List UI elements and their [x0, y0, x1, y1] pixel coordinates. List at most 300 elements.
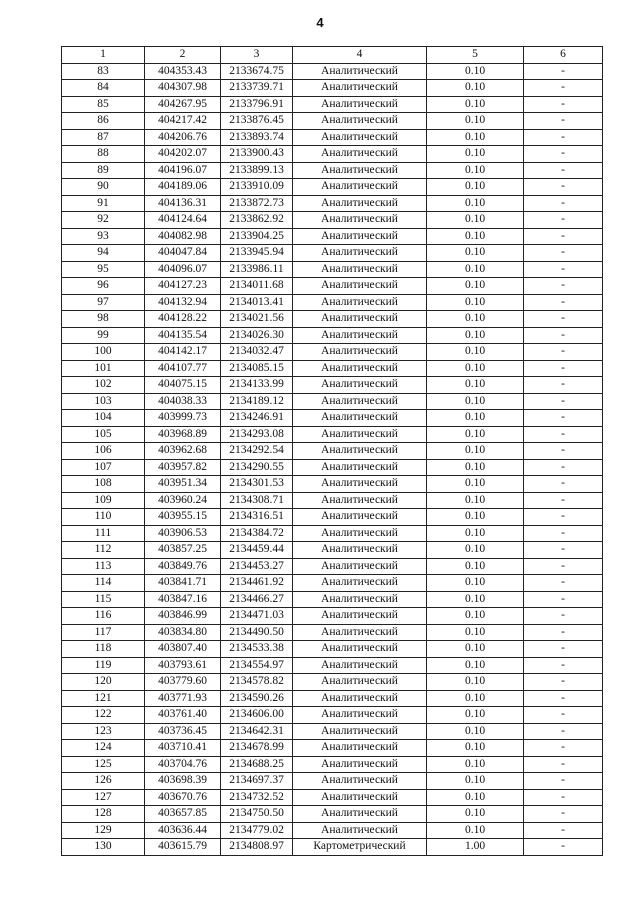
x-coordinate-cell: 404202.07	[145, 146, 221, 163]
table-row	[62, 674, 603, 691]
x-coordinate-cell: 403807.40	[145, 641, 221, 658]
accuracy-cell: 0.10	[427, 806, 524, 823]
table-row	[62, 377, 603, 394]
accuracy-cell: 0.10	[427, 476, 524, 493]
y-coordinate-cell: 2134606.00	[221, 707, 293, 724]
accuracy-cell: 0.10	[427, 393, 524, 410]
y-coordinate-cell: 2134779.02	[221, 822, 293, 839]
y-coordinate-cell: 2133876.45	[221, 113, 293, 130]
note-cell: -	[524, 773, 603, 790]
table-row	[62, 608, 603, 625]
y-coordinate-cell: 2134459.44	[221, 542, 293, 559]
x-coordinate-cell: 403906.53	[145, 525, 221, 542]
accuracy-cell: 0.10	[427, 542, 524, 559]
accuracy-cell: 0.10	[427, 96, 524, 113]
x-coordinate-cell: 403999.73	[145, 410, 221, 427]
point-number-cell: 124	[62, 740, 145, 757]
header-cell: 2	[145, 47, 221, 64]
y-coordinate-cell: 2134013.41	[221, 294, 293, 311]
method-cell: Аналитический	[293, 278, 427, 295]
accuracy-cell: 0.10	[427, 657, 524, 674]
point-number-cell: 129	[62, 822, 145, 839]
y-coordinate-cell: 2133900.43	[221, 146, 293, 163]
y-coordinate-cell: 2133910.09	[221, 179, 293, 196]
method-cell: Аналитический	[293, 426, 427, 443]
y-coordinate-cell: 2134678.99	[221, 740, 293, 757]
table-row	[62, 558, 603, 575]
method-cell: Аналитический	[293, 63, 427, 80]
note-cell: -	[524, 575, 603, 592]
point-number-cell: 98	[62, 311, 145, 328]
y-coordinate-cell: 2133899.13	[221, 162, 293, 179]
method-cell: Аналитический	[293, 261, 427, 278]
note-cell: -	[524, 525, 603, 542]
method-cell: Аналитический	[293, 129, 427, 146]
table-row	[62, 96, 603, 113]
note-cell: -	[524, 789, 603, 806]
y-coordinate-cell: 2134808.97	[221, 839, 293, 856]
table-row	[62, 509, 603, 526]
method-cell: Аналитический	[293, 822, 427, 839]
accuracy-cell: 0.10	[427, 410, 524, 427]
x-coordinate-cell: 404132.94	[145, 294, 221, 311]
method-cell: Аналитический	[293, 393, 427, 410]
point-number-cell: 84	[62, 80, 145, 97]
table-row	[62, 129, 603, 146]
x-coordinate-cell: 403849.76	[145, 558, 221, 575]
note-cell: -	[524, 212, 603, 229]
point-number-cell: 116	[62, 608, 145, 625]
accuracy-cell: 0.10	[427, 162, 524, 179]
table-row	[62, 63, 603, 80]
y-coordinate-cell: 2134021.56	[221, 311, 293, 328]
point-number-cell: 117	[62, 624, 145, 641]
accuracy-cell: 0.10	[427, 146, 524, 163]
note-cell: -	[524, 608, 603, 625]
table-row	[62, 641, 603, 658]
method-cell: Аналитический	[293, 327, 427, 344]
x-coordinate-cell: 404038.33	[145, 393, 221, 410]
accuracy-cell: 0.10	[427, 245, 524, 262]
note-cell: -	[524, 393, 603, 410]
table-row	[62, 525, 603, 542]
table-row	[62, 327, 603, 344]
note-cell: -	[524, 63, 603, 80]
y-coordinate-cell: 2134189.12	[221, 393, 293, 410]
note-cell: -	[524, 162, 603, 179]
method-cell: Аналитический	[293, 96, 427, 113]
point-number-cell: 83	[62, 63, 145, 80]
table-body	[62, 63, 603, 855]
y-coordinate-cell: 2133945.94	[221, 245, 293, 262]
accuracy-cell: 0.10	[427, 360, 524, 377]
x-coordinate-cell: 403955.15	[145, 509, 221, 526]
point-number-cell: 97	[62, 294, 145, 311]
table-row	[62, 789, 603, 806]
note-cell: -	[524, 822, 603, 839]
x-coordinate-cell: 403704.76	[145, 756, 221, 773]
x-coordinate-cell: 403710.41	[145, 740, 221, 757]
point-number-cell: 120	[62, 674, 145, 691]
note-cell: -	[524, 459, 603, 476]
note-cell: -	[524, 179, 603, 196]
y-coordinate-cell: 2133674.75	[221, 63, 293, 80]
method-cell: Аналитический	[293, 773, 427, 790]
table-row	[62, 707, 603, 724]
point-number-cell: 121	[62, 690, 145, 707]
point-number-cell: 128	[62, 806, 145, 823]
x-coordinate-cell: 404196.07	[145, 162, 221, 179]
table-row	[62, 822, 603, 839]
x-coordinate-cell: 404189.06	[145, 179, 221, 196]
point-number-cell: 96	[62, 278, 145, 295]
x-coordinate-cell: 403957.82	[145, 459, 221, 476]
y-coordinate-cell: 2134453.27	[221, 558, 293, 575]
note-cell: -	[524, 278, 603, 295]
note-cell: -	[524, 261, 603, 278]
table-row	[62, 360, 603, 377]
accuracy-cell: 0.10	[427, 344, 524, 361]
accuracy-cell: 0.10	[427, 789, 524, 806]
accuracy-cell: 0.10	[427, 591, 524, 608]
method-cell: Аналитический	[293, 575, 427, 592]
accuracy-cell: 0.10	[427, 129, 524, 146]
accuracy-cell: 0.10	[427, 228, 524, 245]
accuracy-cell: 0.10	[427, 525, 524, 542]
y-coordinate-cell: 2134384.72	[221, 525, 293, 542]
accuracy-cell: 0.10	[427, 80, 524, 97]
point-number-cell: 99	[62, 327, 145, 344]
accuracy-cell: 0.10	[427, 509, 524, 526]
y-coordinate-cell: 2134688.25	[221, 756, 293, 773]
y-coordinate-cell: 2134292.54	[221, 443, 293, 460]
x-coordinate-cell: 404082.98	[145, 228, 221, 245]
point-number-cell: 123	[62, 723, 145, 740]
note-cell: -	[524, 542, 603, 559]
note-cell: -	[524, 228, 603, 245]
method-cell: Аналитический	[293, 789, 427, 806]
method-cell: Аналитический	[293, 525, 427, 542]
note-cell: -	[524, 311, 603, 328]
note-cell: -	[524, 377, 603, 394]
table-row	[62, 657, 603, 674]
accuracy-cell: 0.10	[427, 723, 524, 740]
note-cell: -	[524, 509, 603, 526]
point-number-cell: 110	[62, 509, 145, 526]
table-row	[62, 80, 603, 97]
method-cell: Аналитический	[293, 476, 427, 493]
x-coordinate-cell: 403657.85	[145, 806, 221, 823]
y-coordinate-cell: 2133893.74	[221, 129, 293, 146]
accuracy-cell: 0.10	[427, 443, 524, 460]
x-coordinate-cell: 403615.79	[145, 839, 221, 856]
accuracy-cell: 0.10	[427, 641, 524, 658]
note-cell: -	[524, 674, 603, 691]
method-cell: Аналитический	[293, 212, 427, 229]
x-coordinate-cell: 403636.44	[145, 822, 221, 839]
point-number-cell: 101	[62, 360, 145, 377]
coordinates-table	[61, 46, 603, 856]
y-coordinate-cell: 2134290.55	[221, 459, 293, 476]
method-cell: Аналитический	[293, 195, 427, 212]
accuracy-cell: 0.10	[427, 212, 524, 229]
x-coordinate-cell: 404128.22	[145, 311, 221, 328]
y-coordinate-cell: 2134301.53	[221, 476, 293, 493]
y-coordinate-cell: 2134554.97	[221, 657, 293, 674]
method-cell: Аналитический	[293, 756, 427, 773]
accuracy-cell: 0.10	[427, 558, 524, 575]
point-number-cell: 119	[62, 657, 145, 674]
method-cell: Аналитический	[293, 113, 427, 130]
note-cell: -	[524, 723, 603, 740]
header-cell: 4	[293, 47, 427, 64]
method-cell: Аналитический	[293, 657, 427, 674]
point-number-cell: 115	[62, 591, 145, 608]
note-cell: -	[524, 80, 603, 97]
method-cell: Аналитический	[293, 377, 427, 394]
table-row	[62, 344, 603, 361]
accuracy-cell: 0.10	[427, 261, 524, 278]
point-number-cell: 113	[62, 558, 145, 575]
note-cell: -	[524, 129, 603, 146]
header-cell: 6	[524, 47, 603, 64]
note-cell: -	[524, 245, 603, 262]
x-coordinate-cell: 404206.76	[145, 129, 221, 146]
point-number-cell: 87	[62, 129, 145, 146]
point-number-cell: 104	[62, 410, 145, 427]
table-row	[62, 393, 603, 410]
method-cell: Аналитический	[293, 509, 427, 526]
note-cell: -	[524, 426, 603, 443]
y-coordinate-cell: 2134466.27	[221, 591, 293, 608]
method-cell: Аналитический	[293, 674, 427, 691]
accuracy-cell: 0.10	[427, 707, 524, 724]
x-coordinate-cell: 403962.68	[145, 443, 221, 460]
table-row	[62, 294, 603, 311]
accuracy-cell: 0.10	[427, 690, 524, 707]
table-row	[62, 113, 603, 130]
note-cell: -	[524, 146, 603, 163]
table-row	[62, 261, 603, 278]
point-number-cell: 90	[62, 179, 145, 196]
x-coordinate-cell: 403698.39	[145, 773, 221, 790]
table-row	[62, 311, 603, 328]
method-cell: Аналитический	[293, 690, 427, 707]
point-number-cell: 112	[62, 542, 145, 559]
method-cell: Аналитический	[293, 344, 427, 361]
accuracy-cell: 0.10	[427, 492, 524, 509]
accuracy-cell: 0.10	[427, 278, 524, 295]
x-coordinate-cell: 404075.15	[145, 377, 221, 394]
header-row	[62, 47, 603, 64]
page-number: 4	[316, 15, 324, 30]
y-coordinate-cell: 2134032.47	[221, 344, 293, 361]
point-number-cell: 108	[62, 476, 145, 493]
y-coordinate-cell: 2133986.11	[221, 261, 293, 278]
note-cell: -	[524, 96, 603, 113]
point-number-cell: 92	[62, 212, 145, 229]
note-cell: -	[524, 756, 603, 773]
table-row	[62, 195, 603, 212]
table-row	[62, 426, 603, 443]
method-cell: Аналитический	[293, 707, 427, 724]
method-cell: Аналитический	[293, 294, 427, 311]
y-coordinate-cell: 2134461.92	[221, 575, 293, 592]
table-row	[62, 476, 603, 493]
note-cell: -	[524, 690, 603, 707]
note-cell: -	[524, 839, 603, 856]
y-coordinate-cell: 2134293.08	[221, 426, 293, 443]
x-coordinate-cell: 404267.95	[145, 96, 221, 113]
point-number-cell: 106	[62, 443, 145, 460]
accuracy-cell: 0.10	[427, 756, 524, 773]
method-cell: Аналитический	[293, 228, 427, 245]
method-cell: Аналитический	[293, 591, 427, 608]
y-coordinate-cell: 2133904.25	[221, 228, 293, 245]
y-coordinate-cell: 2133862.92	[221, 212, 293, 229]
method-cell: Аналитический	[293, 806, 427, 823]
point-number-cell: 89	[62, 162, 145, 179]
y-coordinate-cell: 2134085.15	[221, 360, 293, 377]
method-cell: Аналитический	[293, 492, 427, 509]
accuracy-cell: 0.10	[427, 575, 524, 592]
note-cell: -	[524, 657, 603, 674]
note-cell: -	[524, 344, 603, 361]
method-cell: Аналитический	[293, 624, 427, 641]
method-cell: Аналитический	[293, 80, 427, 97]
x-coordinate-cell: 403847.16	[145, 591, 221, 608]
point-number-cell: 94	[62, 245, 145, 262]
accuracy-cell: 0.10	[427, 426, 524, 443]
table-row	[62, 443, 603, 460]
note-cell: -	[524, 806, 603, 823]
point-number-cell: 125	[62, 756, 145, 773]
table-row	[62, 162, 603, 179]
x-coordinate-cell: 404047.84	[145, 245, 221, 262]
x-coordinate-cell: 403960.24	[145, 492, 221, 509]
point-number-cell: 85	[62, 96, 145, 113]
accuracy-cell: 0.10	[427, 311, 524, 328]
method-cell: Аналитический	[293, 146, 427, 163]
point-number-cell: 109	[62, 492, 145, 509]
point-number-cell: 86	[62, 113, 145, 130]
table-row	[62, 723, 603, 740]
table-row	[62, 591, 603, 608]
table-row	[62, 756, 603, 773]
note-cell: -	[524, 641, 603, 658]
table-row	[62, 245, 603, 262]
method-cell: Аналитический	[293, 245, 427, 262]
accuracy-cell: 0.10	[427, 822, 524, 839]
point-number-cell: 93	[62, 228, 145, 245]
table-row	[62, 179, 603, 196]
point-number-cell: 111	[62, 525, 145, 542]
header-cell: 3	[221, 47, 293, 64]
accuracy-cell: 0.10	[427, 113, 524, 130]
method-cell: Аналитический	[293, 558, 427, 575]
table-row	[62, 624, 603, 641]
point-number-cell: 103	[62, 393, 145, 410]
table-row	[62, 740, 603, 757]
y-coordinate-cell: 2133739.71	[221, 80, 293, 97]
point-number-cell: 88	[62, 146, 145, 163]
x-coordinate-cell: 404096.07	[145, 261, 221, 278]
note-cell: -	[524, 443, 603, 460]
point-number-cell: 130	[62, 839, 145, 856]
y-coordinate-cell: 2134590.26	[221, 690, 293, 707]
y-coordinate-cell: 2134490.50	[221, 624, 293, 641]
accuracy-cell: 0.10	[427, 608, 524, 625]
note-cell: -	[524, 360, 603, 377]
table-row	[62, 575, 603, 592]
point-number-cell: 114	[62, 575, 145, 592]
accuracy-cell: 0.10	[427, 327, 524, 344]
x-coordinate-cell: 403793.61	[145, 657, 221, 674]
x-coordinate-cell: 403771.93	[145, 690, 221, 707]
x-coordinate-cell: 403968.89	[145, 426, 221, 443]
note-cell: -	[524, 624, 603, 641]
method-cell: Аналитический	[293, 740, 427, 757]
y-coordinate-cell: 2134246.91	[221, 410, 293, 427]
y-coordinate-cell: 2134732.52	[221, 789, 293, 806]
x-coordinate-cell: 403857.25	[145, 542, 221, 559]
point-number-cell: 107	[62, 459, 145, 476]
accuracy-cell: 0.10	[427, 377, 524, 394]
y-coordinate-cell: 2134308.71	[221, 492, 293, 509]
x-coordinate-cell: 404127.23	[145, 278, 221, 295]
table-row	[62, 278, 603, 295]
method-cell: Аналитический	[293, 443, 427, 460]
note-cell: -	[524, 492, 603, 509]
x-coordinate-cell: 404353.43	[145, 63, 221, 80]
y-coordinate-cell: 2134026.30	[221, 327, 293, 344]
accuracy-cell: 0.10	[427, 773, 524, 790]
point-number-cell: 95	[62, 261, 145, 278]
point-number-cell: 122	[62, 707, 145, 724]
note-cell: -	[524, 327, 603, 344]
y-coordinate-cell: 2133796.91	[221, 96, 293, 113]
y-coordinate-cell: 2134697.37	[221, 773, 293, 790]
table-row	[62, 690, 603, 707]
accuracy-cell: 0.10	[427, 195, 524, 212]
accuracy-cell: 0.10	[427, 674, 524, 691]
note-cell: -	[524, 558, 603, 575]
x-coordinate-cell: 403951.34	[145, 476, 221, 493]
y-coordinate-cell: 2134316.51	[221, 509, 293, 526]
accuracy-cell: 0.10	[427, 740, 524, 757]
note-cell: -	[524, 410, 603, 427]
method-cell: Аналитический	[293, 179, 427, 196]
x-coordinate-cell: 403841.71	[145, 575, 221, 592]
x-coordinate-cell: 404136.31	[145, 195, 221, 212]
x-coordinate-cell: 404142.17	[145, 344, 221, 361]
y-coordinate-cell: 2134471.03	[221, 608, 293, 625]
x-coordinate-cell: 404307.98	[145, 80, 221, 97]
accuracy-cell: 0.10	[427, 179, 524, 196]
method-cell: Аналитический	[293, 641, 427, 658]
table-row	[62, 839, 603, 856]
method-cell: Аналитический	[293, 723, 427, 740]
header-cell: 1	[62, 47, 145, 64]
table-row	[62, 212, 603, 229]
method-cell: Картометрический	[293, 839, 427, 856]
point-number-cell: 126	[62, 773, 145, 790]
method-cell: Аналитический	[293, 162, 427, 179]
table-row	[62, 146, 603, 163]
table-row	[62, 410, 603, 427]
note-cell: -	[524, 740, 603, 757]
table-row	[62, 459, 603, 476]
